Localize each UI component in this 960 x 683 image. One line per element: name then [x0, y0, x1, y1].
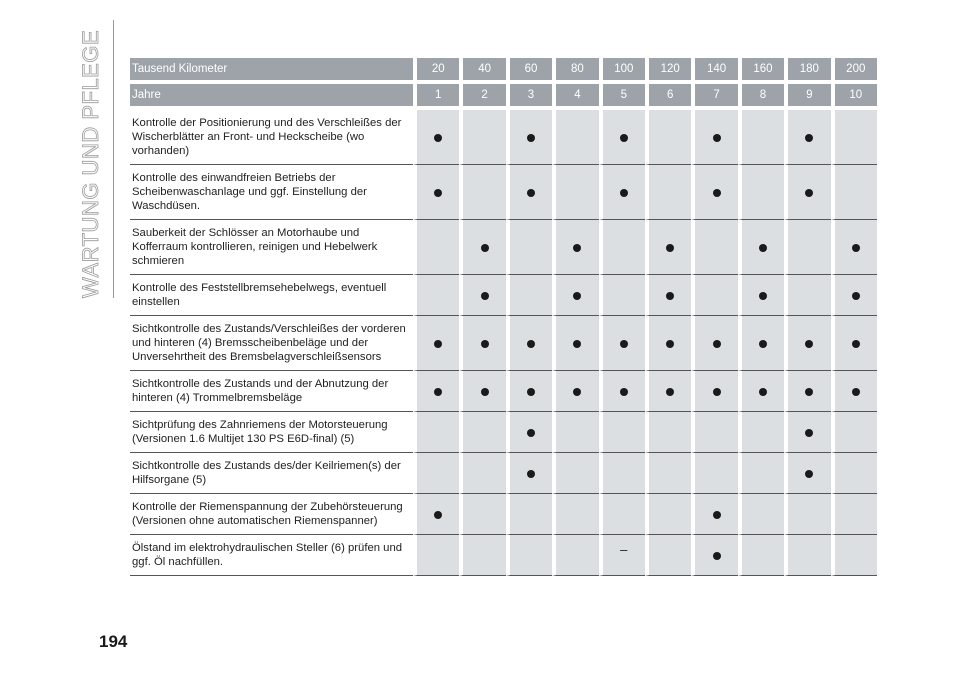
section-side-title: WARTUNG UND PFLEGE — [78, 29, 103, 298]
check-dot-icon — [713, 189, 721, 197]
check-dot-icon — [713, 552, 721, 560]
check-dot-icon — [434, 340, 442, 348]
check-dot-icon — [852, 340, 860, 348]
schedule-cell — [645, 106, 691, 165]
schedule-cell — [691, 494, 737, 535]
schedule-cell — [459, 371, 505, 412]
year-header-value: 10 — [831, 84, 877, 106]
year-header-value: 8 — [738, 84, 784, 106]
schedule-cell — [413, 220, 459, 275]
check-dot-icon — [573, 244, 581, 252]
check-dot-icon — [713, 134, 721, 142]
schedule-cell — [552, 316, 598, 371]
km-header-value: 20 — [413, 58, 459, 84]
schedule-cell — [645, 316, 691, 371]
check-dot-icon — [434, 134, 442, 142]
table-row — [130, 371, 877, 412]
schedule-cell — [784, 453, 830, 494]
check-dot-icon — [713, 340, 721, 348]
km-header-label: Tausend Kilometer — [130, 58, 413, 84]
schedule-cell — [552, 453, 598, 494]
row-label: Ölstand im elektrohydraulischen Steller (6) prüfen und ggf. Öl nachfüllen. — [130, 535, 413, 576]
schedule-cell — [831, 275, 877, 316]
schedule-cell — [552, 494, 598, 535]
schedule-cell — [459, 412, 505, 453]
row-label: Sichtkontrolle des Zustands und der Abnutzung der hinteren (4) Trommelbremsbeläge — [130, 371, 413, 412]
schedule-cell — [738, 453, 784, 494]
row-label: Sauberkeit der Schlösser an Motorhaube und Kofferraum kontrollieren, reinigen und Hebelwerk schmieren — [130, 220, 413, 275]
km-header-value: 60 — [506, 58, 552, 84]
schedule-cell — [599, 275, 645, 316]
check-dot-icon — [713, 388, 721, 396]
check-dot-icon — [434, 388, 442, 396]
check-dot-icon — [805, 134, 813, 142]
table-row — [130, 275, 877, 316]
schedule-cell — [784, 316, 830, 371]
schedule-cell — [599, 453, 645, 494]
schedule-cell — [552, 275, 598, 316]
check-dot-icon — [620, 388, 628, 396]
schedule-cell — [831, 412, 877, 453]
check-dot-icon — [527, 340, 535, 348]
check-dot-icon — [481, 244, 489, 252]
row-label: Kontrolle des einwandfreien Betriebs der Scheibenwaschanlage und ggf. Einstellung der Waschdüsen. — [130, 165, 413, 220]
row-label: Kontrolle der Positionierung und des Verschleißes der Wischerblätter an Front- und Heckscheibe (wo vorhanden) — [130, 106, 413, 165]
schedule-cell — [506, 220, 552, 275]
schedule-cell — [738, 371, 784, 412]
check-dot-icon — [713, 511, 721, 519]
schedule-cell — [413, 535, 459, 576]
check-dot-icon — [527, 189, 535, 197]
schedule-cell — [506, 316, 552, 371]
schedule-cell — [831, 535, 877, 576]
schedule-cell — [784, 371, 830, 412]
schedule-cell — [459, 165, 505, 220]
schedule-cell — [738, 412, 784, 453]
year-header-value: 2 — [459, 84, 505, 106]
schedule-cell — [599, 412, 645, 453]
row-label: Kontrolle der Riemenspannung der Zubehörsteuerung (Versionen ohne automatischen Riemenspanner) — [130, 494, 413, 535]
schedule-cell — [691, 275, 737, 316]
schedule-cell — [645, 412, 691, 453]
schedule-cell — [459, 316, 505, 371]
schedule-cell — [459, 220, 505, 275]
check-dot-icon — [434, 511, 442, 519]
schedule-cell — [599, 494, 645, 535]
schedule-cell — [459, 106, 505, 165]
schedule-cell — [645, 535, 691, 576]
check-dot-icon — [573, 292, 581, 300]
schedule-cell — [599, 371, 645, 412]
schedule-cell — [413, 494, 459, 535]
table-row — [130, 165, 877, 220]
dash-mark: – — [620, 541, 628, 557]
schedule-cell — [831, 371, 877, 412]
schedule-cell — [506, 106, 552, 165]
year-header-value: 3 — [506, 84, 552, 106]
check-dot-icon — [759, 388, 767, 396]
schedule-cell — [831, 494, 877, 535]
schedule-cell — [599, 535, 645, 576]
year-header-value: 5 — [599, 84, 645, 106]
check-dot-icon — [620, 340, 628, 348]
schedule-cell — [459, 275, 505, 316]
schedule-cell — [506, 453, 552, 494]
schedule-cell — [691, 371, 737, 412]
schedule-cell — [784, 220, 830, 275]
year-header-value: 9 — [784, 84, 830, 106]
check-dot-icon — [481, 292, 489, 300]
check-dot-icon — [527, 134, 535, 142]
schedule-cell — [506, 165, 552, 220]
row-label: Sichtkontrolle des Zustands/Verschleißes der vorderen und hinteren (4) Bremsscheibenbeläge und der Unversehrtheit des Bremsbelagverschleißsensors — [130, 316, 413, 371]
schedule-cell — [506, 535, 552, 576]
schedule-cell — [413, 275, 459, 316]
km-header-value: 140 — [691, 58, 737, 84]
check-dot-icon — [434, 189, 442, 197]
schedule-cell — [552, 220, 598, 275]
schedule-cell — [831, 106, 877, 165]
schedule-cell — [738, 106, 784, 165]
schedule-cell — [552, 106, 598, 165]
check-dot-icon — [805, 189, 813, 197]
schedule-cell — [831, 220, 877, 275]
schedule-cell — [599, 316, 645, 371]
check-dot-icon — [620, 134, 628, 142]
check-dot-icon — [527, 388, 535, 396]
table-row — [130, 316, 877, 371]
check-dot-icon — [527, 470, 535, 478]
schedule-cell — [784, 535, 830, 576]
km-header-value: 200 — [831, 58, 877, 84]
schedule-cell — [599, 106, 645, 165]
km-header-value: 100 — [599, 58, 645, 84]
year-header-value: 4 — [552, 84, 598, 106]
schedule-cell — [413, 165, 459, 220]
check-dot-icon — [620, 189, 628, 197]
table-row — [130, 106, 877, 165]
schedule-cell — [831, 316, 877, 371]
km-header-value: 160 — [738, 58, 784, 84]
check-dot-icon — [527, 429, 535, 437]
schedule-cell — [459, 453, 505, 494]
schedule-cell — [691, 535, 737, 576]
schedule-cell — [738, 535, 784, 576]
schedule-cell — [506, 494, 552, 535]
row-label: Sichtprüfung des Zahnriemens der Motorsteuerung (Versionen 1.6 Multijet 130 PS E6D-final) (5) — [130, 412, 413, 453]
check-dot-icon — [805, 340, 813, 348]
check-dot-icon — [805, 429, 813, 437]
schedule-cell — [645, 220, 691, 275]
km-header-row — [130, 58, 877, 84]
check-dot-icon — [759, 340, 767, 348]
check-dot-icon — [852, 244, 860, 252]
year-header-value: 7 — [691, 84, 737, 106]
check-dot-icon — [805, 388, 813, 396]
km-header-value: 180 — [784, 58, 830, 84]
row-label: Sichtkontrolle des Zustands des/der Keilriemen(s) der Hilfsorgane (5) — [130, 453, 413, 494]
schedule-cell — [784, 494, 830, 535]
schedule-cell — [552, 165, 598, 220]
schedule-cell — [599, 220, 645, 275]
check-dot-icon — [759, 292, 767, 300]
schedule-cell — [691, 220, 737, 275]
table-row — [130, 453, 877, 494]
table-row — [130, 494, 877, 535]
schedule-cell — [459, 494, 505, 535]
schedule-cell — [459, 535, 505, 576]
schedule-cell — [738, 220, 784, 275]
check-dot-icon — [852, 292, 860, 300]
check-dot-icon — [666, 244, 674, 252]
page-number: 194 — [99, 632, 128, 651]
check-dot-icon — [666, 340, 674, 348]
schedule-cell — [413, 316, 459, 371]
schedule-cell — [413, 412, 459, 453]
schedule-cell — [691, 453, 737, 494]
year-header-value: 1 — [413, 84, 459, 106]
schedule-cell — [645, 453, 691, 494]
schedule-cell — [831, 165, 877, 220]
schedule-cell — [645, 494, 691, 535]
schedule-cell — [645, 275, 691, 316]
schedule-cell — [784, 412, 830, 453]
table-row — [130, 412, 877, 453]
schedule-cell — [506, 412, 552, 453]
year-header-value: 6 — [645, 84, 691, 106]
km-header-value: 120 — [645, 58, 691, 84]
table-row — [130, 535, 877, 576]
schedule-cell — [413, 106, 459, 165]
side-divider — [113, 20, 114, 298]
check-dot-icon — [481, 388, 489, 396]
row-label: Kontrolle des Feststellbremsehebelwegs, eventuell einstellen — [130, 275, 413, 316]
check-dot-icon — [666, 292, 674, 300]
schedule-cell — [413, 371, 459, 412]
check-dot-icon — [759, 244, 767, 252]
schedule-cell — [506, 371, 552, 412]
km-header-value: 80 — [552, 58, 598, 84]
check-dot-icon — [852, 388, 860, 396]
schedule-cell — [738, 165, 784, 220]
check-dot-icon — [573, 388, 581, 396]
schedule-cell — [691, 165, 737, 220]
schedule-cell — [784, 165, 830, 220]
check-dot-icon — [666, 388, 674, 396]
schedule-cell — [506, 275, 552, 316]
schedule-cell — [691, 412, 737, 453]
table-row — [130, 220, 877, 275]
schedule-cell — [831, 453, 877, 494]
km-header-value: 40 — [459, 58, 505, 84]
schedule-cell — [413, 453, 459, 494]
schedule-cell — [599, 165, 645, 220]
schedule-cell — [784, 275, 830, 316]
schedule-cell — [552, 412, 598, 453]
schedule-cell — [738, 494, 784, 535]
year-header-label: Jahre — [130, 84, 413, 106]
schedule-cell — [645, 165, 691, 220]
maintenance-schedule-table — [130, 58, 877, 576]
check-dot-icon — [481, 340, 489, 348]
schedule-cell — [552, 535, 598, 576]
schedule-cell — [784, 106, 830, 165]
year-header-row — [130, 84, 877, 106]
schedule-cell — [691, 316, 737, 371]
schedule-cell — [738, 275, 784, 316]
check-dot-icon — [805, 470, 813, 478]
check-dot-icon — [573, 340, 581, 348]
schedule-cell — [691, 106, 737, 165]
schedule-cell — [738, 316, 784, 371]
schedule-cell — [645, 371, 691, 412]
schedule-cell — [552, 371, 598, 412]
